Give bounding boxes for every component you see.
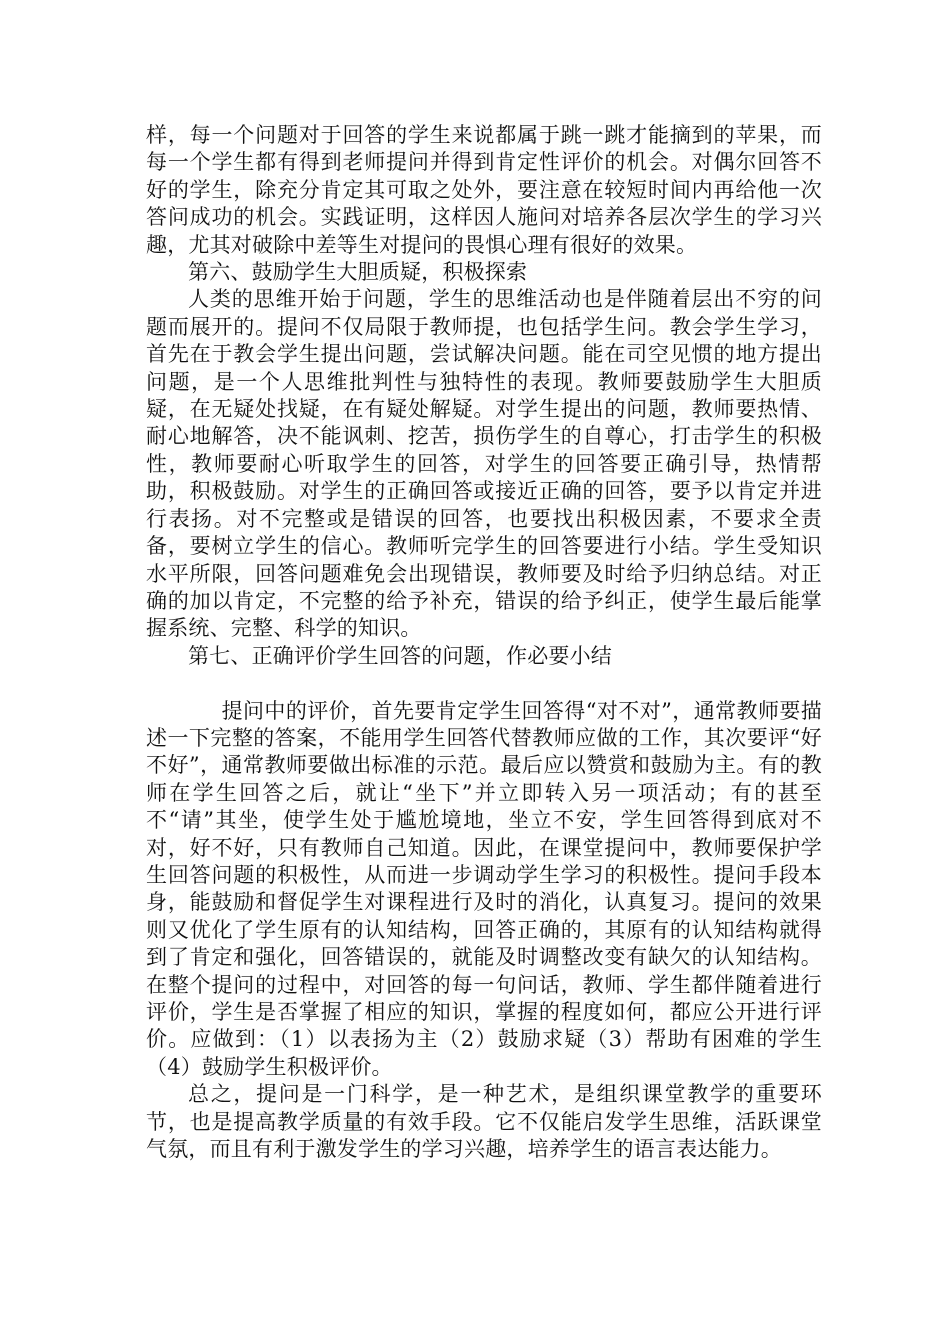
paragraph-conclusion: 总之，提问是一门科学，是一种艺术，是组织课堂教学的重要环节，也是提高教学质量的有效手段。它不仅能启发学生思维，活跃课堂气氛，而且有利于激发学生的学习兴趣，培养学生的语言表达能力。: [146, 1082, 822, 1162]
paragraph-questioning: 人类的思维开始于问题，学生的思维活动也是伴随着层出不穷的问题而展开的。提问不仅局限于教师提，也包括学生问。教会学生学习，首先在于教会学生提出问题，尝试解决问题。能在司空见惯的地方提出问题，是一个人思维批判性与独特性的表现。教师要鼓励学生大胆质疑，在无疑处找疑，在有疑处解疑。对学生提出的问题，教师要热情、耐心地解答，决不能讽刺、挖苦，损伤学生的自尊心，打击学生的积极性，教师要耐心听取学生的回答，对学生的回答要正确引导，热情帮助，积极鼓励。对学生的正确回答或接近正确的回答，要予以肯定并进行表扬。对不完整或是错误的回答，也要找出积极因素，不要求全责备，要树立学生的信心。教师听完学生的回答要进行小结。学生受知识水平所限，回答问题难免会出现错误，教师要及时给予归纳总结。对正确的加以肯定，不完整的给予补充，错误的给予纠正，使学生最后能掌握系统、完整、科学的知识。: [146, 287, 822, 641]
section-heading-seven: 第七、正确评价学生回答的问题，作必要小结: [188, 643, 612, 668]
paragraph-evaluation: 提问中的评价，首先要肯定学生回答得“对不对”，通常教师要描述一下完整的答案，不能用学生回答代替教师应做的工作，其次要评“好不好”，通常教师要做出标准的示范。最后应以赞赏和鼓励为主。有的教师在学生回答之后，就让“坐下”并立即转入另一项活动；有的甚至不“请”其坐，使学生处于尴尬境地，坐立不安，学生回答得到底对不对，好不好，只有教师自己知道。因此，在课堂提问中，教师要保护学生回答问题的积极性，从而进一步调动学生学习的积极性。提问手段本身，能鼓励和督促学生对课程进行及时的消化，认真复习。提问的效果则又优化了学生原有的认知结构，回答正确的，其原有的认知结构就得到了肯定和强化，回答错误的，就能及时调整改变有缺欠的认知结构。在整个提问的过程中，对回答的每一句问话，教师、学生都伴随着进行评价，学生是否掌握了相应的知识，掌握的程度如何，都应公开进行评价。应做到：（1）以表扬为主（2）鼓励求疑（3）帮助有困难的学生（4）鼓励学生积极评价。: [146, 698, 822, 1079]
section-heading-six: 第六、鼓励学生大胆质疑，积极探索: [188, 260, 528, 285]
blank-line: [146, 670, 822, 697]
paragraph-continuation: 样，每一个问题对于回答的学生来说都属于跳一跳才能摘到的苹果，而每一个学生都有得到老师提问并得到肯定性评价的机会。对偶尔回答不好的学生，除充分肯定其可取之处外，要注意在较短时间内再给他一次答问成功的机会。实践证明，这样因人施问对培养各层次学生的学习兴趣，尤其对破除中差等生对提问的畏惧心理有很好的效果。: [146, 123, 822, 257]
body-text: [146, 122, 822, 1163]
